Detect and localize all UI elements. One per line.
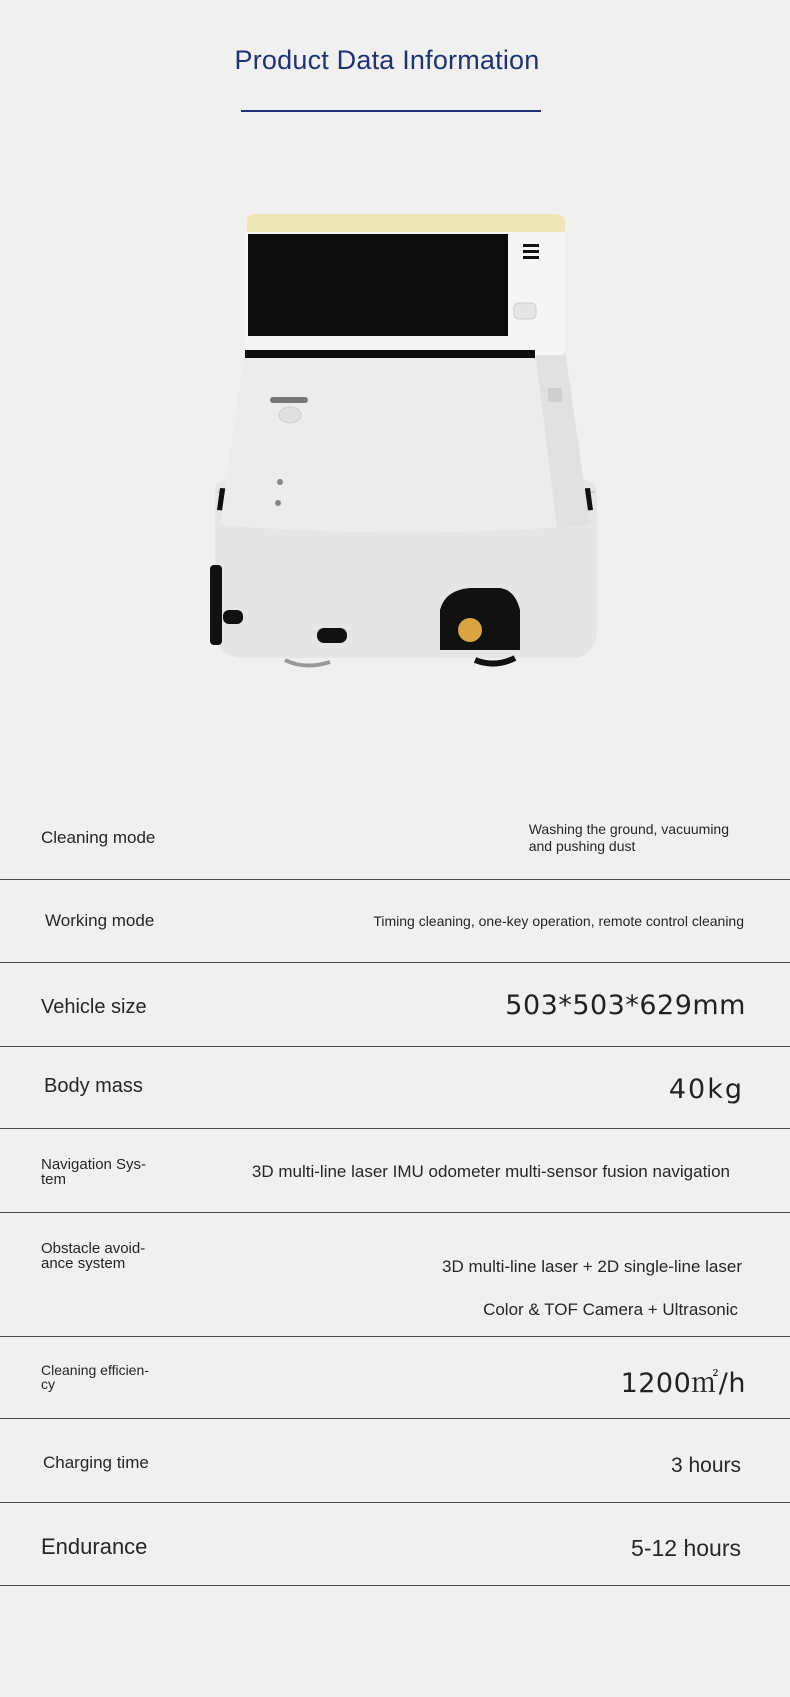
row-divider — [0, 1502, 790, 1503]
row-divider — [0, 1336, 790, 1337]
robot-image — [205, 210, 605, 670]
spec-label: Endurance — [41, 1534, 148, 1559]
title-underline — [241, 110, 541, 112]
spec-value: Timing cleaning, one-key operation, remote control cleaning — [373, 913, 744, 929]
row-divider — [0, 1046, 790, 1047]
spec-label: Body mass — [44, 1075, 143, 1097]
spec-value: 3D multi-line laser IMU odometer multi-sensor fusion navigation — [251, 1162, 730, 1181]
row-divider — [0, 879, 790, 880]
spec-label: Obstacle avoid- ance system — [41, 1240, 146, 1272]
row-divider — [0, 1418, 790, 1419]
spec-value: 3D multi-line laser + 2D single-line laser Color & TOF Camera + Ultrasonic — [442, 1257, 742, 1319]
row-divider — [0, 1128, 790, 1129]
row-divider — [0, 1585, 790, 1586]
spec-value: 1200㎡/h — [620, 1368, 746, 1399]
row-divider — [0, 1212, 790, 1213]
spec-value: 40kg — [668, 1074, 744, 1105]
spec-value: 5-12 hours — [631, 1535, 741, 1561]
spec-value: 503*503*629mm — [505, 990, 746, 1021]
spec-label: Working mode — [45, 911, 155, 930]
spec-label: Charging time — [43, 1453, 149, 1472]
spec-label: Vehicle size — [41, 996, 147, 1018]
spec-label: Cleaning mode — [41, 828, 156, 847]
row-divider — [0, 962, 790, 963]
spec-value: Washing the ground, vacuuming and pushing dust — [528, 821, 729, 854]
spec-label: Navigation Sys- tem — [41, 1156, 147, 1188]
page-title: Product Data Information — [234, 45, 540, 75]
spec-value: 3 hours — [670, 1454, 741, 1477]
spec-label: Cleaning efficien- cy — [41, 1362, 149, 1392]
